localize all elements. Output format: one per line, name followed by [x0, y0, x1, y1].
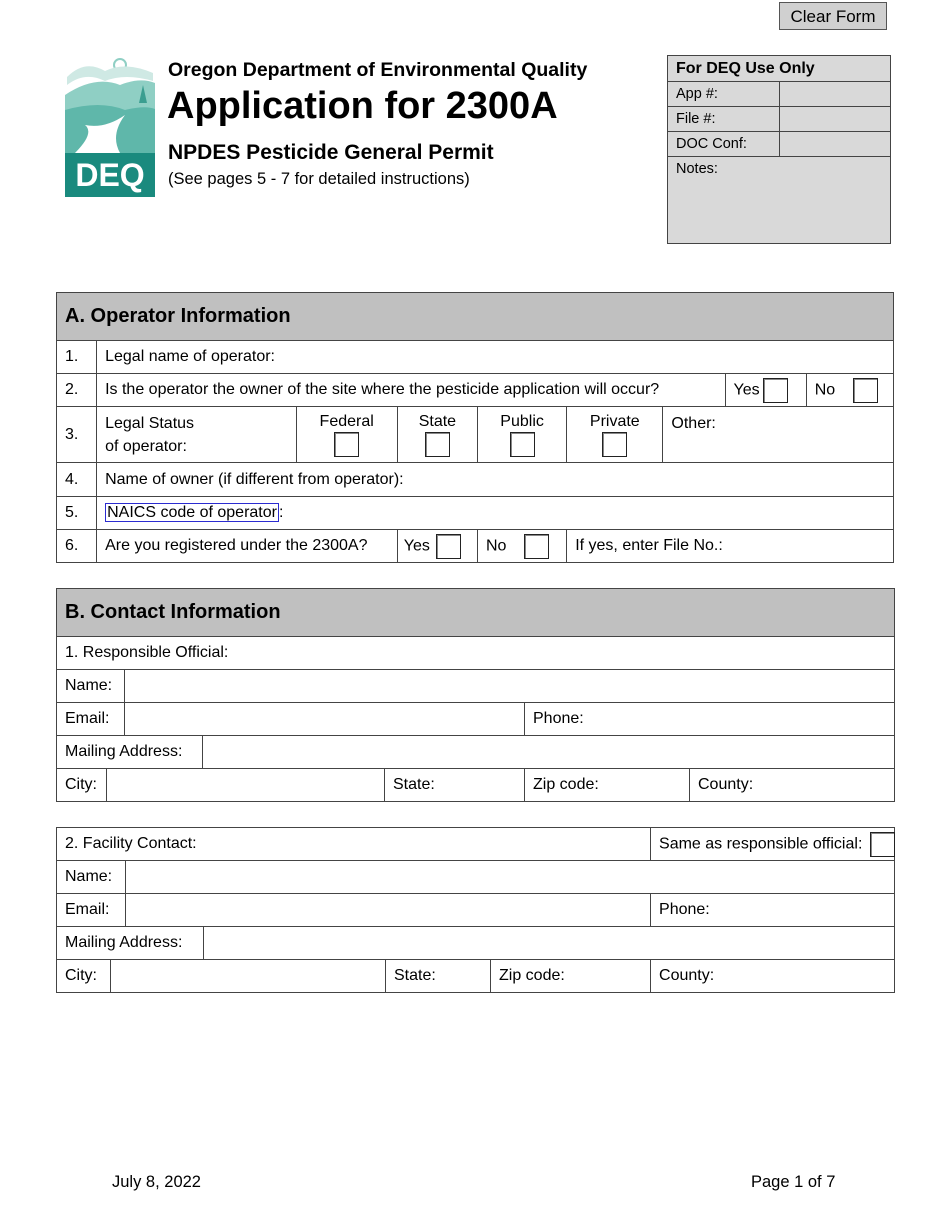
deq-use-title: For DEQ Use Only [668, 56, 890, 82]
page-subtitle: NPDES Pesticide General Permit [168, 141, 494, 164]
facility-city-input[interactable] [111, 960, 386, 993]
zip-label: Zip code: [533, 776, 599, 793]
legal-status-label-2: of operator: [105, 437, 187, 455]
owner-no-label: No [814, 381, 836, 399]
registered-yes-checkbox[interactable] [436, 534, 461, 559]
registered-question: Are you registered under the 2300A? [97, 530, 398, 563]
file-number-label: File #: [668, 107, 780, 131]
same-as-label: Same as responsible official: [659, 835, 863, 853]
owner-name-label: Name of owner (if different from operator): [105, 470, 404, 488]
responsible-official-heading: 1. Responsible Official: [57, 637, 895, 670]
row-number: 2. [57, 374, 97, 407]
responsible-state-field[interactable] [385, 769, 525, 802]
responsible-zip-field[interactable] [525, 769, 690, 802]
state-label: State: [394, 967, 436, 984]
state-label: State: [393, 776, 435, 793]
facility-state-field[interactable] [386, 960, 491, 993]
facility-zip-field[interactable] [491, 960, 651, 993]
deq-use-box [667, 55, 891, 244]
facility-contact-heading: 2. Facility Contact: [57, 828, 651, 861]
facility-mailing-input[interactable] [204, 927, 895, 960]
app-number-field[interactable] [780, 82, 890, 106]
owner-question: Is the operator the owner of the site where the pesticide application will occur? [97, 374, 725, 407]
federal-checkbox[interactable] [334, 432, 359, 457]
naics-colon: : [278, 504, 284, 521]
doc-conf-label: DOC Conf: [668, 132, 780, 156]
owner-name-field[interactable] [97, 463, 894, 497]
row-number: 4. [57, 463, 97, 497]
row-number: 5. [57, 497, 97, 530]
public-label: Public [500, 413, 544, 430]
phone-label: Phone: [659, 901, 710, 918]
contact-info-table [56, 588, 895, 802]
legal-status-label: Legal Status [105, 414, 195, 432]
notes-label: Notes: [676, 161, 718, 177]
clear-form-button[interactable]: Clear Form [779, 2, 887, 30]
email-label: Email: [57, 703, 125, 736]
page-title: Application for 2300A [167, 85, 558, 127]
doc-conf-field[interactable] [780, 132, 890, 156]
same-as-checkbox[interactable] [870, 832, 895, 857]
owner-no-checkbox[interactable] [853, 378, 878, 403]
mailing-label: Mailing Address: [57, 736, 203, 769]
footer-date: July 8, 2022 [112, 1173, 201, 1191]
other-label: Other: [671, 415, 716, 432]
state-checkbox[interactable] [425, 432, 450, 457]
private-checkbox[interactable] [602, 432, 627, 457]
county-label: County: [698, 776, 754, 793]
file-number-prompt: If yes, enter File No.: [575, 537, 723, 554]
federal-label: Federal [319, 413, 374, 430]
row-number: 6. [57, 530, 97, 563]
section-b-title: B. Contact Information [57, 589, 895, 637]
city-label: City: [57, 769, 107, 802]
public-checkbox[interactable] [510, 432, 535, 457]
facility-phone-field[interactable] [651, 894, 895, 927]
operator-info-table [56, 292, 894, 563]
facility-county-field[interactable] [651, 960, 895, 993]
naics-link[interactable]: NAICS code of operator [107, 504, 277, 521]
state-label: State [418, 413, 457, 430]
city-label: City: [57, 960, 111, 993]
deq-logo-text: DEQ [75, 157, 145, 193]
responsible-phone-field[interactable] [525, 703, 895, 736]
responsible-email-input[interactable] [125, 703, 525, 736]
row-number: 3. [57, 407, 97, 463]
private-label: Private [589, 413, 640, 430]
owner-yes-label: Yes [733, 381, 760, 399]
other-status-field[interactable] [663, 407, 894, 463]
mailing-label: Mailing Address: [57, 927, 204, 960]
registered-no-label: No [485, 537, 507, 555]
facility-email-input[interactable] [126, 894, 651, 927]
responsible-name-input[interactable] [125, 670, 895, 703]
facility-contact-table [56, 827, 895, 993]
file-number-field[interactable] [780, 107, 890, 131]
responsible-mailing-input[interactable] [203, 736, 895, 769]
footer-page-number: Page 1 of 7 [751, 1173, 836, 1191]
section-a-title: A. Operator Information [57, 293, 894, 341]
app-number-label: App #: [668, 82, 780, 106]
owner-yes-checkbox[interactable] [763, 378, 788, 403]
legal-name-label: Legal name of operator: [105, 348, 275, 365]
county-label: County: [659, 967, 715, 984]
phone-label: Phone: [533, 710, 584, 727]
instructions-note: (See pages 5 - 7 for detailed instructions) [168, 170, 470, 188]
row-number: 1. [57, 341, 97, 374]
registered-yes-label: Yes [403, 537, 430, 555]
deq-logo [65, 55, 155, 197]
naics-field[interactable] [97, 497, 894, 530]
name-label: Name: [57, 670, 125, 703]
facility-name-input[interactable] [126, 861, 895, 894]
responsible-county-field[interactable] [690, 769, 895, 802]
org-name: Oregon Department of Environmental Quality [168, 59, 588, 81]
name-label: Name: [57, 861, 126, 894]
responsible-city-input[interactable] [107, 769, 385, 802]
file-number-entry[interactable] [567, 530, 894, 563]
legal-name-field[interactable] [97, 341, 894, 374]
email-label: Email: [57, 894, 126, 927]
registered-no-checkbox[interactable] [524, 534, 549, 559]
zip-label: Zip code: [499, 967, 565, 984]
